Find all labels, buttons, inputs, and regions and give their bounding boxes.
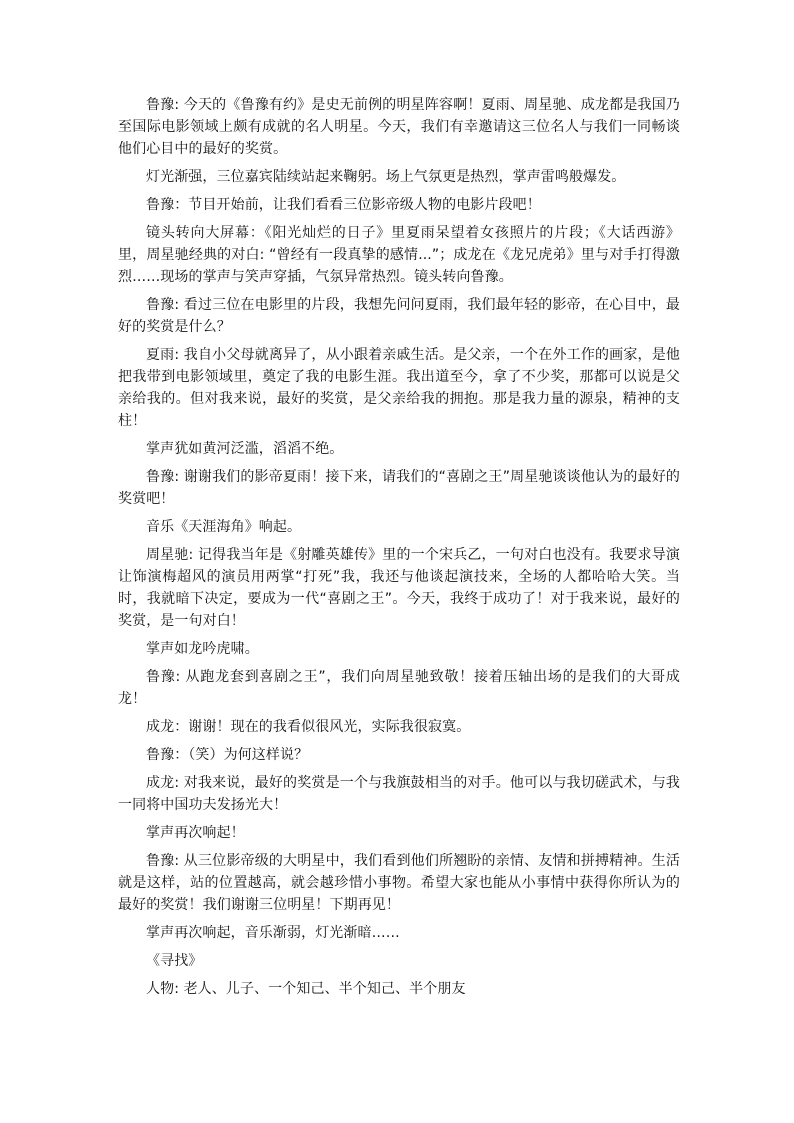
paragraph-next-title: 《寻找》 <box>146 953 203 969</box>
paragraph-luyu-intro-zhou: 鲁豫: 谢谢我们的影帝夏雨！接下来，请我们的“喜剧之王”周星驰谈谈他认为的最好的奖赏吧！ <box>118 469 680 507</box>
paragraph-luyu-clips: 鲁豫：节目开始前，让我们看看三位影帝级人物的电影片段吧！ <box>146 197 541 213</box>
paragraph-characters: 人物: 老人、儿子、一个知己、半个知己、半个朋友 <box>146 981 466 997</box>
paragraph-xiayu-answer: 夏雨: 我自小父母就离异了，从小跟着亲戚生活。是父亲，一个在外工作的画家，是他把我带到电影领域里，奠定了我的电影生涯。我出道至今，拿了不少奖，那都可以说是父亲给我的。但对我来说，最好的奖赏，是父亲给我的拥抱。那是我力量的源泉，精神的支柱！ <box>118 347 680 429</box>
paragraph-ending-direction: 掌声再次响起，音乐渐弱，灯光渐暗…… <box>146 925 400 941</box>
paragraph-screen-clips: 镜头转向大屏幕：《阳光灿烂的日子》里夏雨呆望着女孩照片的片段；《大话西游》里，周星驰经典的对白: “曾经有一段真挚的感情...”；成龙在《龙兄虎弟》里与对手打得激烈……现场的掌声与笑声穿插，气氛异常热烈。镜头转向鲁豫。 <box>118 225 680 285</box>
paragraph-cheng-answer: 成龙: 对我来说，最好的奖赏是一个与我旗鼓相当的对手。他可以与我切磋武术，与我一同将中国功夫发扬光大！ <box>118 775 680 813</box>
paragraph-applause-1: 掌声犹如黄河泛滥，滔滔不绝。 <box>146 441 344 457</box>
paragraph-luyu-why: 鲁豫：（笑）为何这样说？ <box>146 747 309 763</box>
paragraph-stage-direction-lights: 灯光渐强，三位嘉宾陆续站起来鞠躬。场上气氛更是热烈，掌声雷鸣般爆发。 <box>146 169 626 185</box>
paragraph-music: 音乐《天涯海角》响起。 <box>146 519 302 535</box>
paragraph-luyu-intro-cheng: 鲁豫: 从跑龙套到喜剧之王”，我们向周星驰致敬！接着压轴出场的是我们的大哥成龙！ <box>118 669 680 707</box>
paragraph-applause-3: 掌声再次响起！ <box>146 825 245 841</box>
paragraph-luyu-closing: 鲁豫: 从三位影帝级的大明星中，我们看到他们所翘盼的亲情、友情和拼搏精神。生活就是这样，站的位置越高，就会越珍惜小事物。希望大家也能从小事情中获得你所认为的最好的奖赏！我们谢谢三位明星！下期再见！ <box>118 853 680 913</box>
paragraph-luyu-question-xiayu: 鲁豫: 看过三位在电影里的片段，我想先问问夏雨，我们最年轻的影帝，在心目中，最好的奖赏是什么？ <box>118 297 680 335</box>
paragraph-zhou-answer: 周星驰: 记得我当年是《射雕英雄传》里的一个宋兵乙，一句对白也没有。我要求导演让饰演梅超风的演员用两掌“打死”我，我还与他谈起演技来，全场的人都哈哈大笑。当时，我就暗下决定，要成为一代“喜剧之王”。今天，我终于成功了！对于我来说，最好的奖赏，是一句对白！ <box>118 547 680 629</box>
paragraph-applause-2: 掌声如龙吟虎啸。 <box>146 641 259 657</box>
paragraph-luyu-opening: 鲁豫: 今天的《鲁豫有约》是史无前例的明星阵容啊！夏雨、周星驰、成龙都是我国乃至国际电影领域上颇有成就的名人明星。今天，我们有幸邀请这三位名人与我们一同畅谈他们心目中的最好的奖赏。 <box>118 97 680 157</box>
paragraph-cheng-thanks: 成龙：谢谢！现在的我看似很风光，实际我很寂寞。 <box>146 719 471 735</box>
